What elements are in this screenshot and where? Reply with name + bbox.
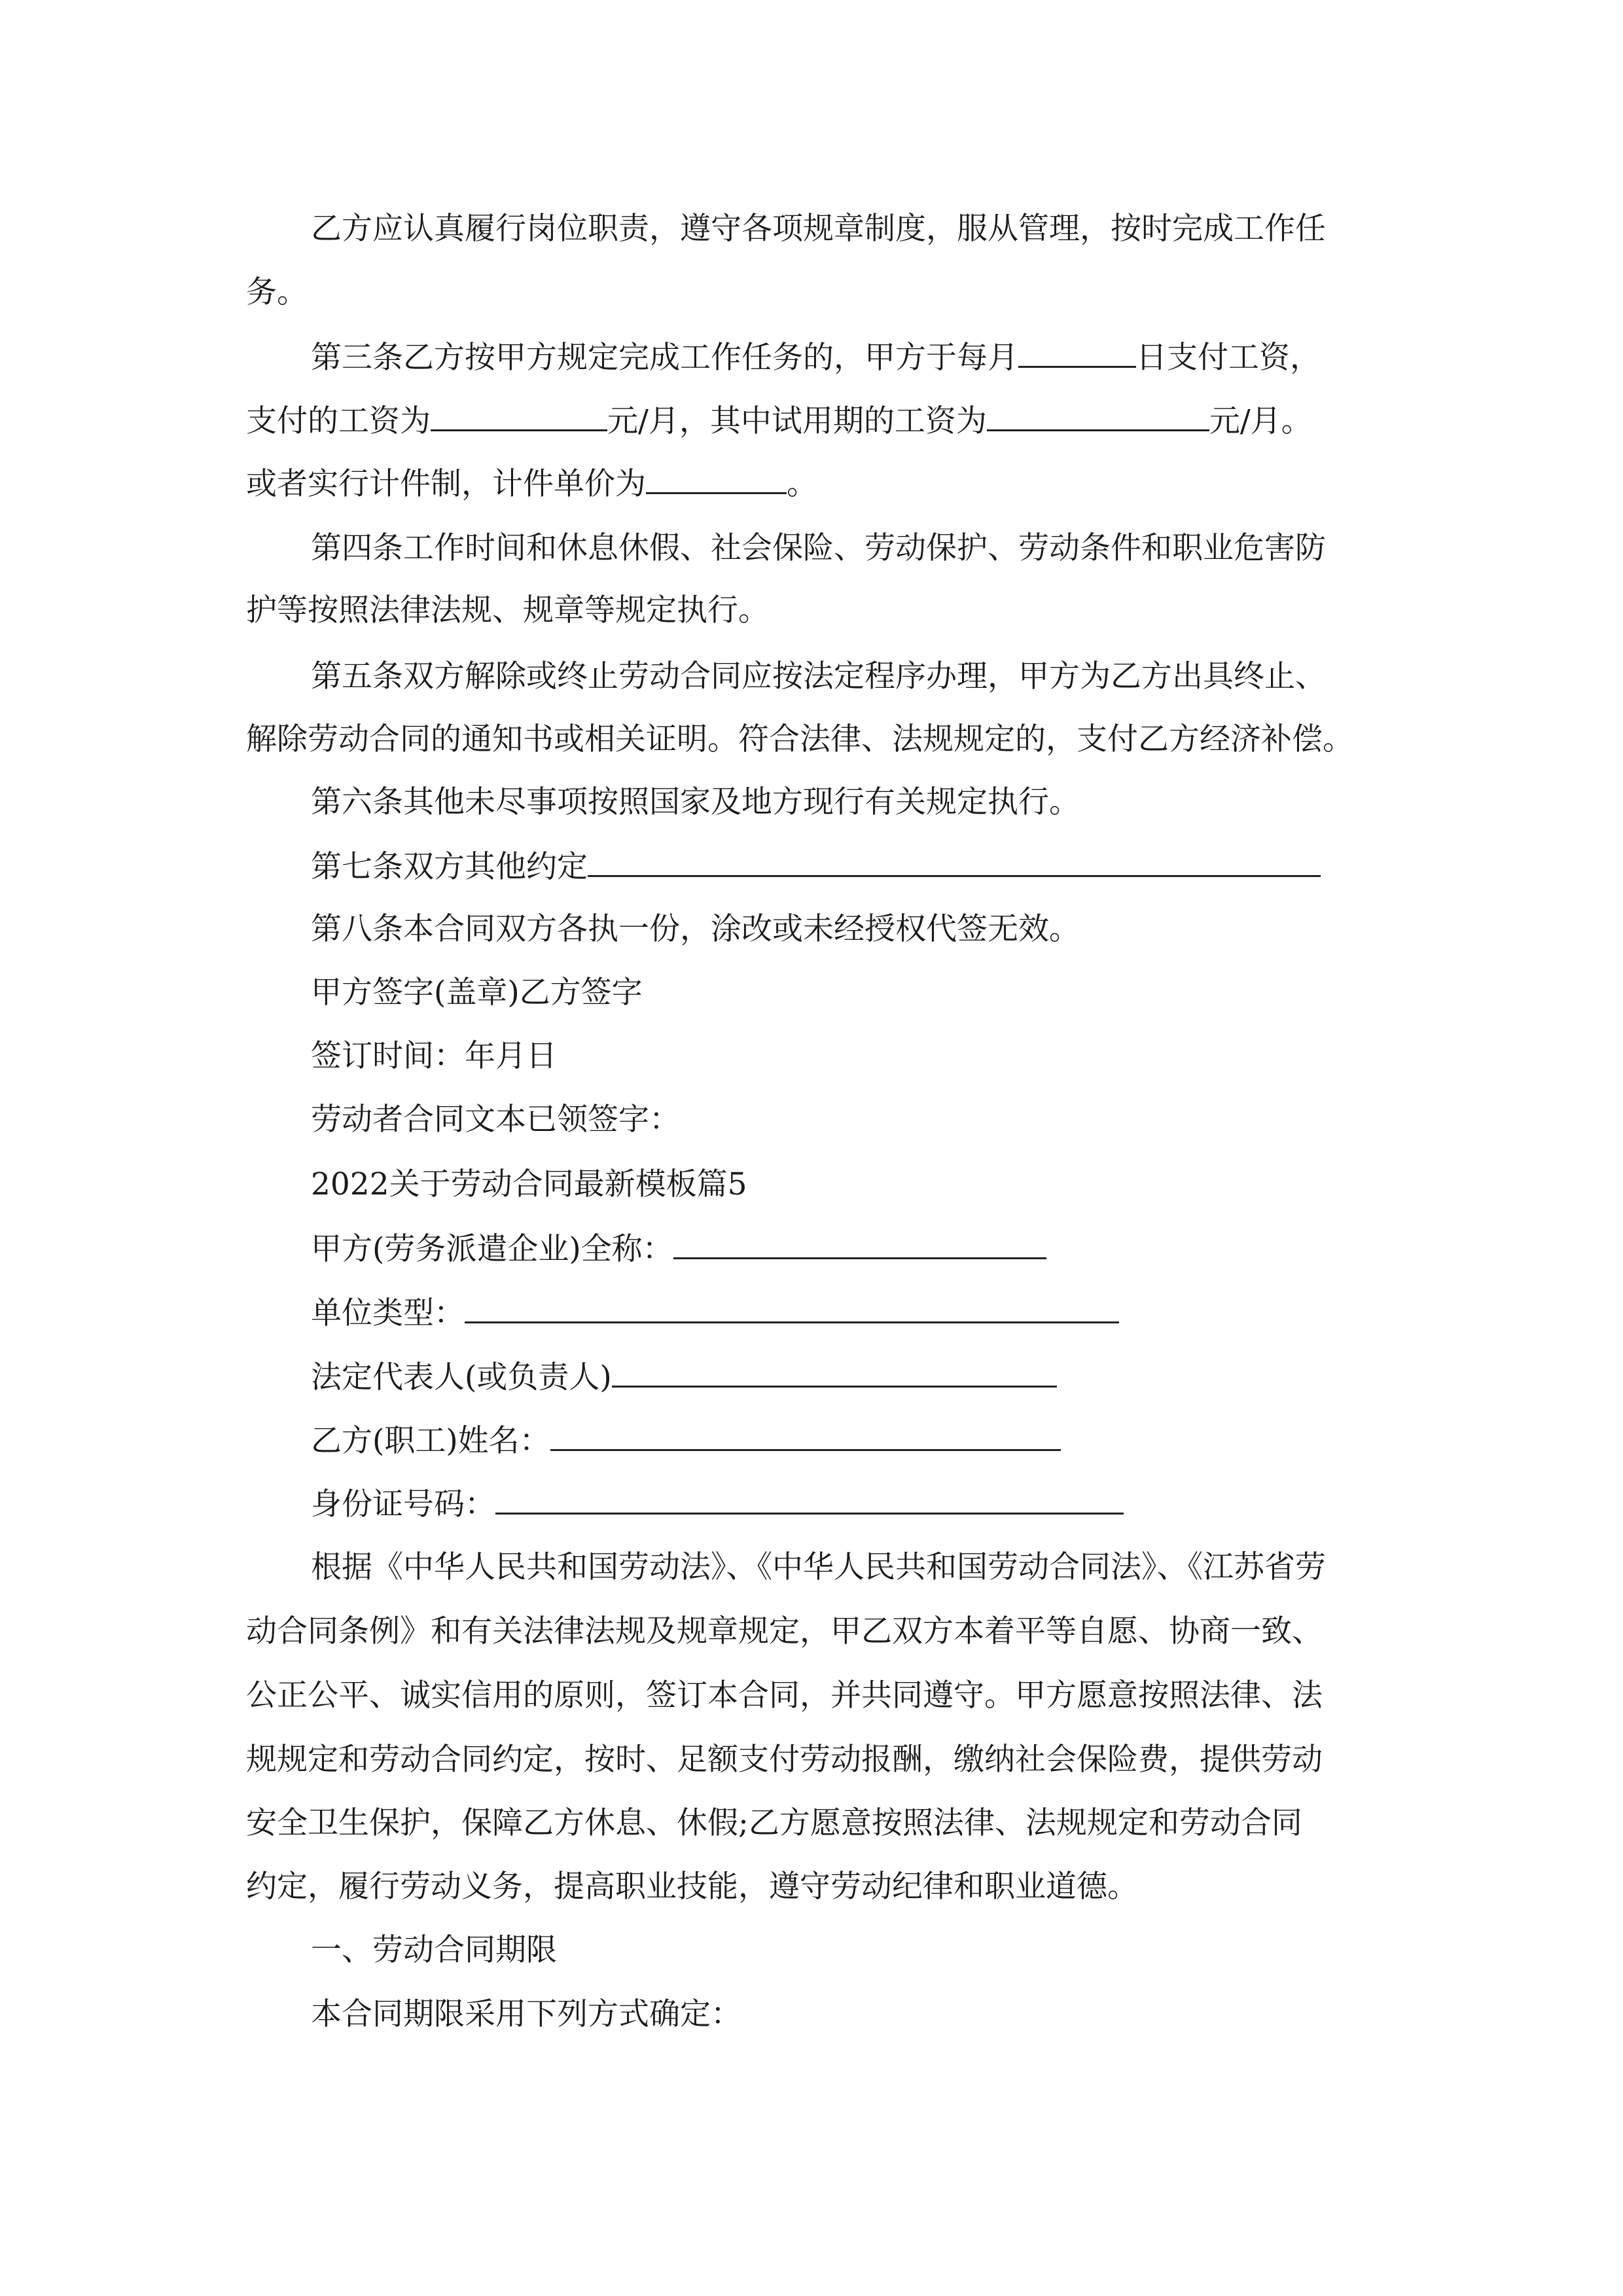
section-heading	[311, 1165, 1385, 1204]
paragraph-line	[246, 1804, 1385, 1843]
text: 元/月。	[1209, 403, 1312, 439]
section-heading	[311, 1931, 1385, 1970]
text: 解除劳动合同的通知书或相关证明。符合法律、法规规定的，支付乙方经济补偿。	[246, 721, 1353, 757]
text: 动合同条例》和有关法律法规及规章规定，甲乙双方本着平等自愿、协商一致、	[246, 1613, 1323, 1649]
text: 签订时间：年月日	[311, 1038, 557, 1074]
text: 第六条其他未尽事项按照国家及地方现行有关规定执行。	[311, 784, 1080, 820]
text: 或者实行计件制，计件单价为	[246, 466, 646, 502]
blank-salary[interactable]	[431, 401, 607, 431]
paragraph-line	[246, 1676, 1385, 1715]
blank-pay-day[interactable]	[1018, 337, 1136, 368]
blank-piece-rate[interactable]	[646, 463, 787, 494]
text: 第八条本合同双方各执一份，涂改或未经授权代签无效。	[311, 911, 1080, 947]
paragraph-line	[246, 720, 1385, 759]
text: 劳动者合同文本已领签字：	[311, 1102, 680, 1138]
text: 支付的工资为	[246, 403, 431, 439]
paragraph-line	[246, 1740, 1385, 1780]
paragraph-line	[311, 783, 1385, 822]
paragraph-line	[246, 273, 1385, 312]
text: 第五条双方解除或终止劳动合同应按法定程序办理，甲方为乙方出具终止、	[311, 658, 1326, 694]
paragraph-line	[311, 337, 1385, 376]
paragraph-line	[311, 209, 1385, 249]
text: 务。	[246, 274, 308, 310]
text: 一、劳动合同期限	[311, 1932, 557, 1968]
text: 公正公平、诚实信用的原则，签订本合同，并共同遵守。甲方愿意按照法律、法	[246, 1677, 1323, 1713]
paragraph-line	[311, 973, 1385, 1013]
text: 元/月，其中试用期的工资为	[607, 403, 987, 439]
text: 乙方(职工)姓名：	[311, 1423, 550, 1459]
text: 法定代表人(或负责人)	[311, 1359, 612, 1395]
blank-legal-representative[interactable]	[612, 1357, 1057, 1388]
blank-id-number[interactable]	[495, 1484, 1124, 1515]
paragraph-line	[246, 463, 1385, 503]
blank-probation-salary[interactable]	[987, 401, 1209, 431]
blank-company-name[interactable]	[673, 1229, 1046, 1259]
blank-employee-name[interactable]	[550, 1420, 1061, 1451]
text: 第七条双方其他约定	[311, 849, 588, 885]
paragraph-line	[311, 910, 1385, 949]
paragraph-line	[311, 846, 1385, 886]
text: 第四条工作时间和休息休假、社会保险、劳动保护、劳动条件和职业危害防	[311, 530, 1326, 566]
form-line	[311, 1357, 1385, 1396]
text: 日支付工资，	[1136, 340, 1321, 376]
paragraph-line	[311, 1037, 1385, 1076]
text: 本合同期限采用下列方式确定：	[311, 1996, 741, 2032]
blank-other-agreement[interactable]	[588, 846, 1321, 877]
paragraph-line	[311, 1100, 1385, 1139]
text: 第三条乙方按甲方规定完成工作任务的，甲方于每月	[311, 340, 1018, 376]
text: 单位类型：	[311, 1295, 465, 1331]
text: 甲方(劳务派遣企业)全称：	[311, 1231, 673, 1267]
paragraph-line	[311, 529, 1385, 568]
text: 规规定和劳动合同约定，按时、足额支付劳动报酬，缴纳社会保险费，提供劳动	[246, 1742, 1323, 1778]
paragraph-line	[246, 401, 1385, 440]
text: 约定，履行劳动义务，提高职业技能，遵守劳动纪律和职业道德。	[246, 1869, 1138, 1905]
text: 根据《中华人民共和国劳动法》、《中华人民共和国劳动合同法》、《江苏省劳	[311, 1549, 1326, 1585]
text: 身份证号码：	[311, 1486, 495, 1522]
text: 乙方应认真履行岗位职责，遵守各项规章制度，服从管理，按时完成工作任	[311, 211, 1326, 247]
text: 甲方签字(盖章)乙方签字	[311, 975, 643, 1011]
text: 安全卫生保护，保障乙方休息、休假;乙方愿意按照法律、法规规定和劳动合同	[246, 1805, 1302, 1841]
paragraph-line	[246, 591, 1385, 630]
text: 2022关于劳动合同最新模板篇5	[311, 1166, 747, 1202]
text: 护等按照法律法规、规章等规定执行。	[246, 592, 769, 628]
paragraph-line	[311, 657, 1385, 696]
paragraph-line	[246, 1612, 1385, 1651]
form-line	[311, 1229, 1385, 1268]
paragraph-line	[311, 1548, 1385, 1587]
paragraph-line	[311, 1995, 1385, 2034]
form-line	[311, 1484, 1385, 1523]
blank-unit-type[interactable]	[465, 1293, 1119, 1323]
form-line	[311, 1293, 1385, 1332]
text: 。	[787, 466, 817, 502]
paragraph-line	[246, 1867, 1385, 1907]
form-line	[311, 1420, 1385, 1460]
